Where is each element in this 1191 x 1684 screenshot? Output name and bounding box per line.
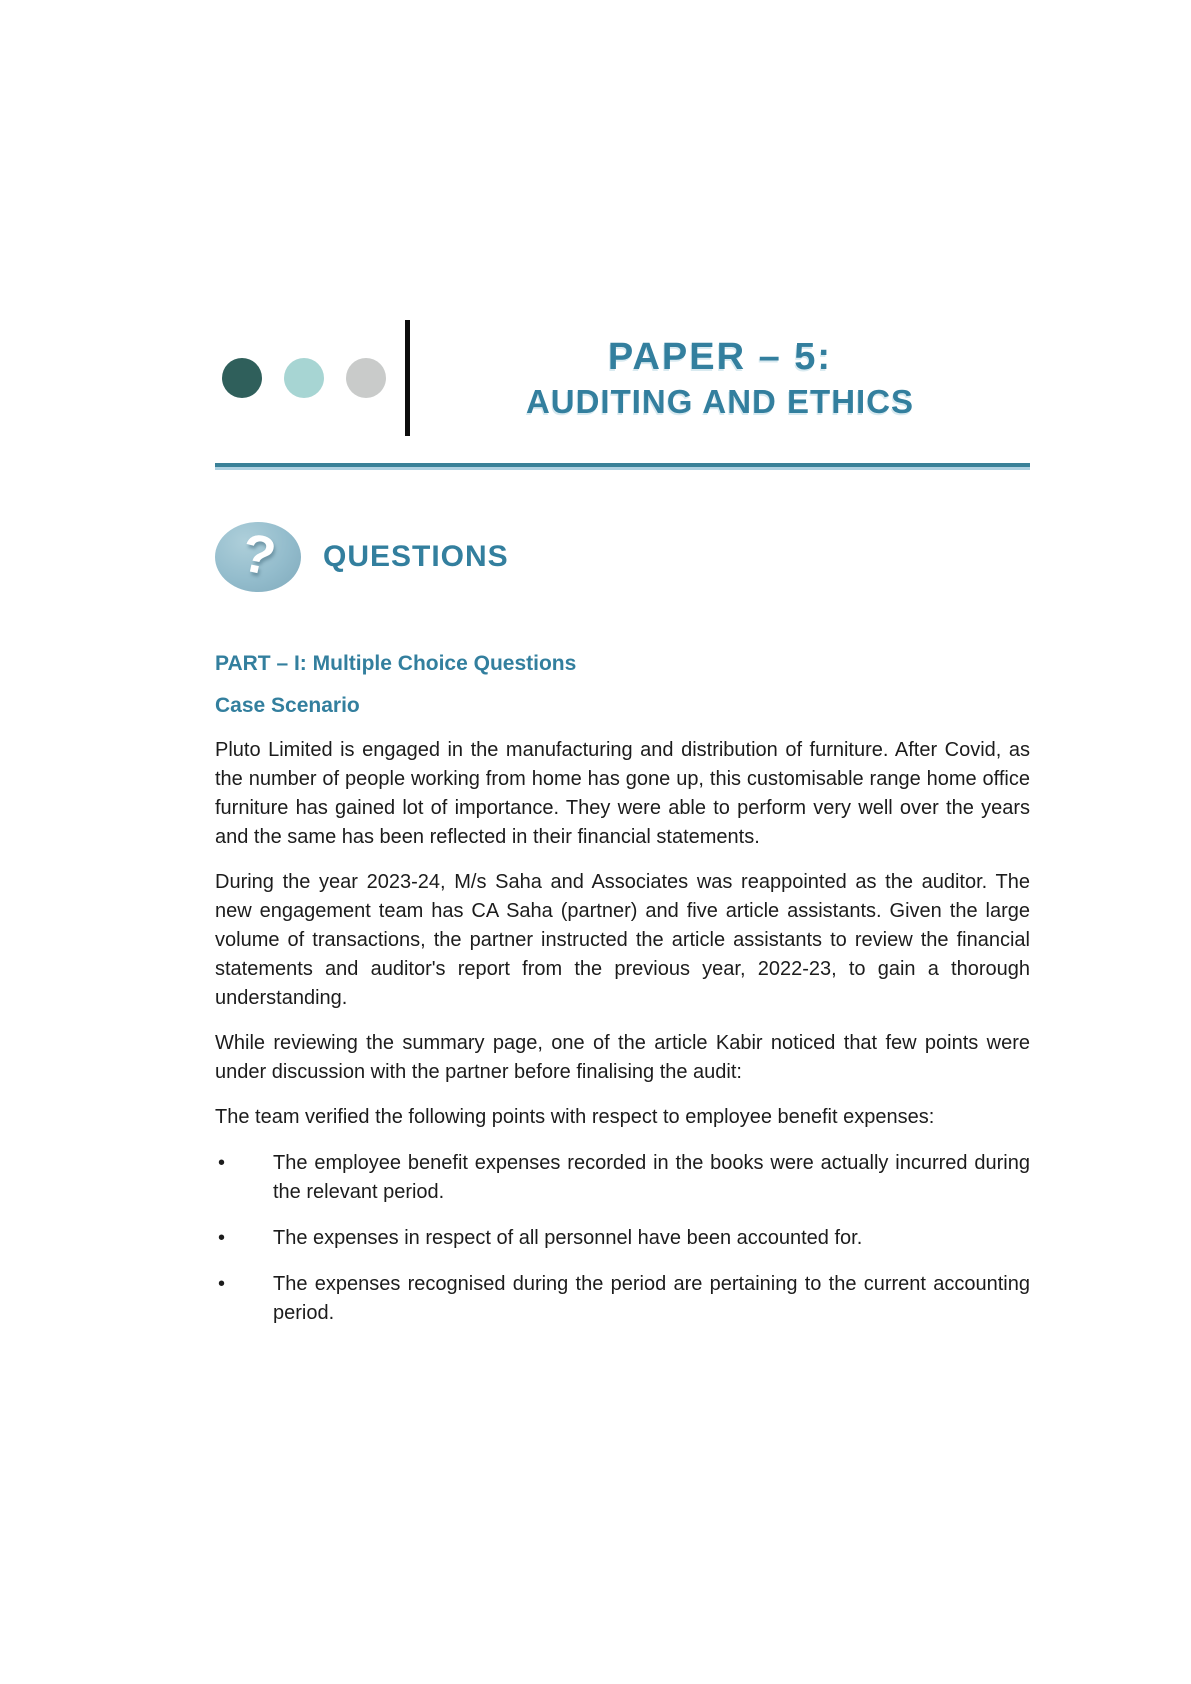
case-scenario-heading: Case Scenario xyxy=(215,694,360,718)
bullet-text: The employee benefit expenses recorded in the books were actually incurred during the relevant period. xyxy=(273,1151,1030,1203)
header-divider-light xyxy=(215,467,1030,470)
bullet-text: The expenses in respect of all personnel have been accounted for. xyxy=(273,1226,863,1249)
bullet-icon: • xyxy=(218,1151,226,1174)
paragraph-summary-review: While reviewing the summary page, one of the article Kabir noticed that few points were under discussion with the partner before finalising the audit: xyxy=(215,1031,1030,1083)
paper-header xyxy=(215,320,1030,436)
paragraph-auditor-appointment: During the year 2023-24, M/s Saha and Associates was reappointed as the auditor. The new engagement team has CA Saha (partner) and five article assistants. Given the large volume of transactions, the partner instructed the article assistants to review the financial statements and auditor's report from the previous year, 2022-23, to gain a thorough understanding. xyxy=(215,870,1030,1009)
part-heading: PART – I: Multiple Choice Questions xyxy=(215,652,577,675)
paper-subtitle: AUDITING AND ETHICS xyxy=(525,382,915,420)
questions-banner xyxy=(215,522,1030,592)
dot-gray-icon xyxy=(346,358,386,398)
question-mark-glyph: ? xyxy=(235,522,281,588)
list-item xyxy=(215,1149,1030,1207)
bullet-icon: • xyxy=(218,1272,226,1295)
list-item xyxy=(215,1224,1030,1253)
paragraph-pluto-intro: Pluto Limited is engaged in the manufacturing and distribution of furniture. After Covid, as the number of people working from home has gone up, this customisable range home office furniture has gained lot of importance. They were able to perform very well over the years and the same has been reflected in their financial statements. xyxy=(215,738,1030,848)
list-item xyxy=(215,1270,1030,1328)
decorative-dots xyxy=(215,358,405,398)
header-divider xyxy=(215,463,1030,470)
question-mark-icon xyxy=(215,522,301,592)
paper-title-block xyxy=(410,334,1030,421)
questions-heading: QUESTIONS xyxy=(323,540,509,573)
page-content xyxy=(215,320,1030,1328)
bullet-text: The expenses recognised during the period are pertaining to the current accounting period. xyxy=(273,1272,1030,1324)
bullet-icon: • xyxy=(218,1226,226,1249)
dot-light-teal-icon xyxy=(284,358,324,398)
paper-title: PAPER – 5: xyxy=(607,336,833,379)
dot-dark-teal-icon xyxy=(222,358,262,398)
paragraph-team-verified: The team verified the following points with respect to employee benefit expenses: xyxy=(215,1105,935,1128)
verification-points-list xyxy=(215,1149,1030,1328)
